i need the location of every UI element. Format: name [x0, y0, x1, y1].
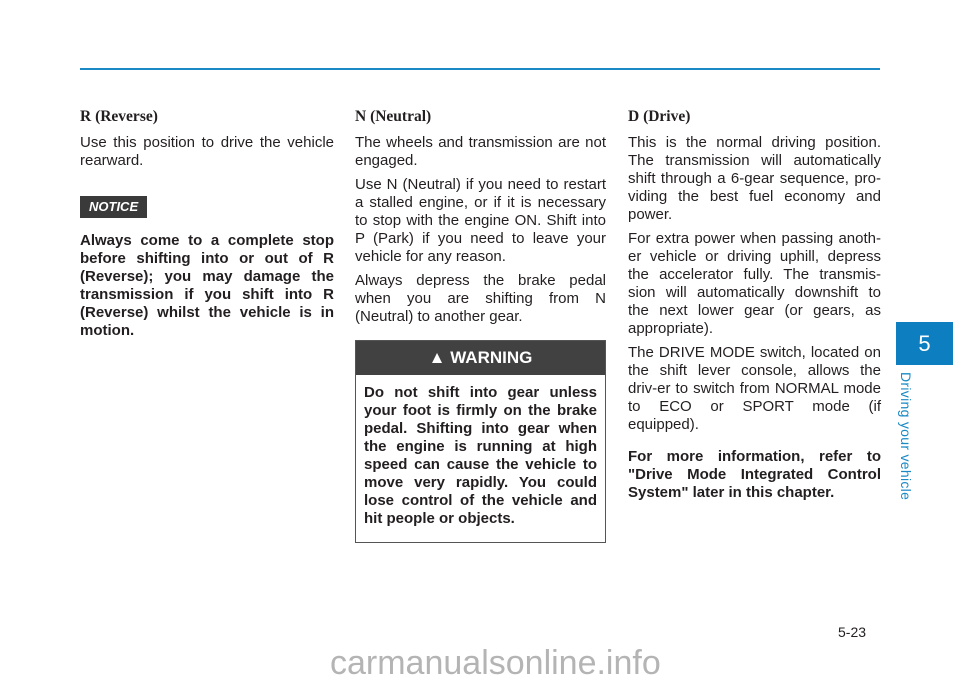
notice-text: Always come to a complete stop before shifting into or out of R (Reverse); you may damage the transmission if you shift into R (Reverse) whilst the vehicle is in motion. [80, 232, 334, 339]
warning-header [356, 341, 605, 375]
reverse-heading: R (Reverse) [80, 108, 158, 125]
warning-box [355, 340, 606, 543]
neutral-heading: N (Neutral) [355, 108, 432, 125]
chapter-number-tab: 5 [896, 322, 953, 365]
warning-triangle-icon: ▲ [428, 348, 446, 367]
chapter-title: Driving your vehicle [898, 372, 914, 501]
drive-paragraph: This is the normal driving position. The transmission will automatically shift through a 6-gear sequence, pro-viding the best fuel economy and power. [628, 134, 881, 223]
drive-paragraph: For extra power when passing anoth-er vehicle or driving uphill, depress the accelerator fully. The transmis-sion will automatically downshift to the next lower gear (or gears, as appropriate). [628, 230, 881, 337]
notice-badge: NOTICE [80, 196, 147, 218]
neutral-paragraph: Use N (Neutral) if you need to restart a stalled engine, or if it is necessary to stop with the engine ON. Shift into P (Park) if you need to leave your vehicle for any reason. [355, 176, 606, 265]
warning-label: WARNING [450, 348, 533, 367]
neutral-paragraph: Always depress the brake pedal when you are shifting from N (Neutral) to another gear. [355, 272, 606, 325]
page-number: 5-23 [838, 624, 867, 640]
watermark: carmanualsonline.info [330, 644, 661, 682]
drive-section [628, 108, 881, 508]
header-rule [80, 68, 880, 70]
reverse-section [80, 108, 334, 346]
neutral-paragraph: The wheels and transmission are not engaged. [355, 134, 606, 169]
drive-note: For more information, refer to "Drive Mode Integrated Control System" later in this chapter. [628, 448, 881, 501]
reverse-body: Use this position to drive the vehicle rearward. [80, 134, 334, 169]
drive-heading: D (Drive) [628, 108, 691, 125]
drive-paragraph: The DRIVE MODE switch, located on the shift lever console, allows the driv-er to switch from NORMAL mode to ECO or SPORT mode (if equipped). [628, 344, 881, 433]
warning-text: Do not shift into gear unless your foot is firmly on the brake pedal. Shifting into gear when the engine is running at high speed can cause the vehicle to move very rapidly. You could lose control of the vehicle and hit people or objects. [364, 384, 597, 527]
neutral-section [355, 108, 606, 543]
